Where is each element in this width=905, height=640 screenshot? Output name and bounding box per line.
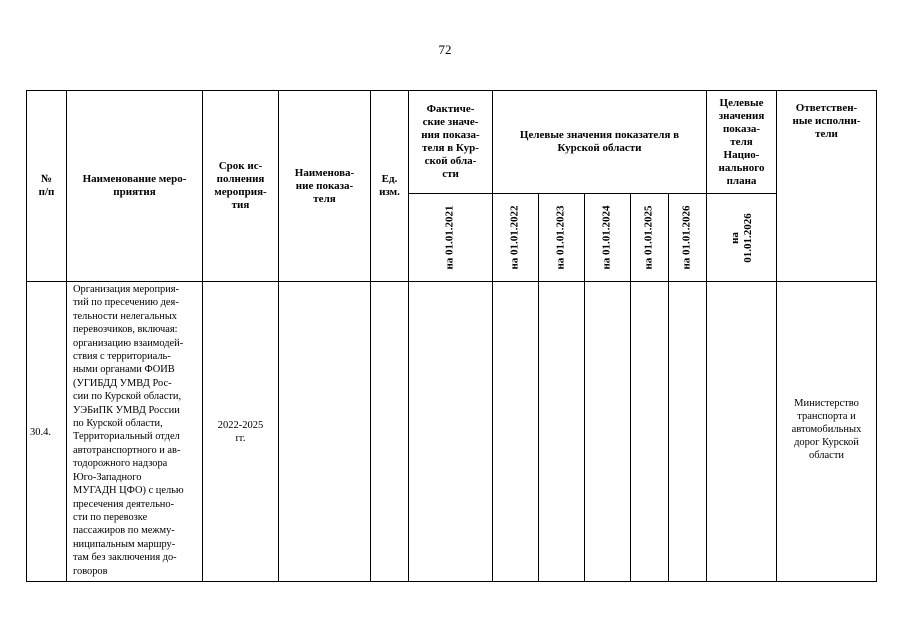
header-date-national: на 01.01.2026: [728, 212, 754, 263]
page-number: 72: [438, 42, 452, 57]
header-date-2025: на 01.01.2025: [643, 205, 655, 270]
row-responsible: Министерство транспорта и автомобильных дорог Курской области: [791, 398, 862, 461]
row-num: 30.4.: [30, 427, 51, 438]
row-description: Организация мероприя- тий по пресечению дея- тельности нелегальных перевозчиков, включая: организацию взаимодей- ствия с территориаль- ными органами ФОИВ (УГИБДД УМВД Рос- сии по Курской области, УЭБиПК УМВД России по Курской области, Территориальный отдел автотранспортного и ав- тодорожного надзора Юго-Западного МУГАДН ЦФО) с целью пресечения деятельно- сти по перевозке пассажиров по межму- ниципальным маршру- там без заключения до- говоров: [73, 284, 184, 577]
header-date-2022: на 01.01.2022: [509, 205, 521, 270]
header-date-2023: на 01.01.2023: [555, 205, 567, 270]
header-num: № п/п: [38, 173, 55, 198]
header-targets-national: Целевые значения показа- теля Нацио- нального плана: [718, 96, 765, 187]
header-deadline: Срок ис- полнения мероприя- тия: [214, 160, 267, 211]
header-date-actual: на 01.01.2021: [444, 205, 456, 270]
header-responsible: Ответствен- ные исполни- тели: [792, 101, 861, 140]
header-indicator: Наименова- ние показа- теля: [294, 166, 355, 205]
header-date-2024: на 01.01.2024: [601, 205, 613, 270]
header-unit: Ед. изм.: [379, 173, 400, 198]
header-targets-kursk: Целевые значения показателя в Курской области: [519, 129, 680, 154]
header-actual: Фактиче- ские значе- ния показа- теля в Кур- ской обла- сти: [421, 103, 480, 180]
header-event-name: Наименование меро- приятия: [82, 173, 187, 198]
row-deadline: 2022-2025 гг.: [217, 420, 264, 444]
header-date-2026: на 01.01.2026: [681, 205, 693, 270]
